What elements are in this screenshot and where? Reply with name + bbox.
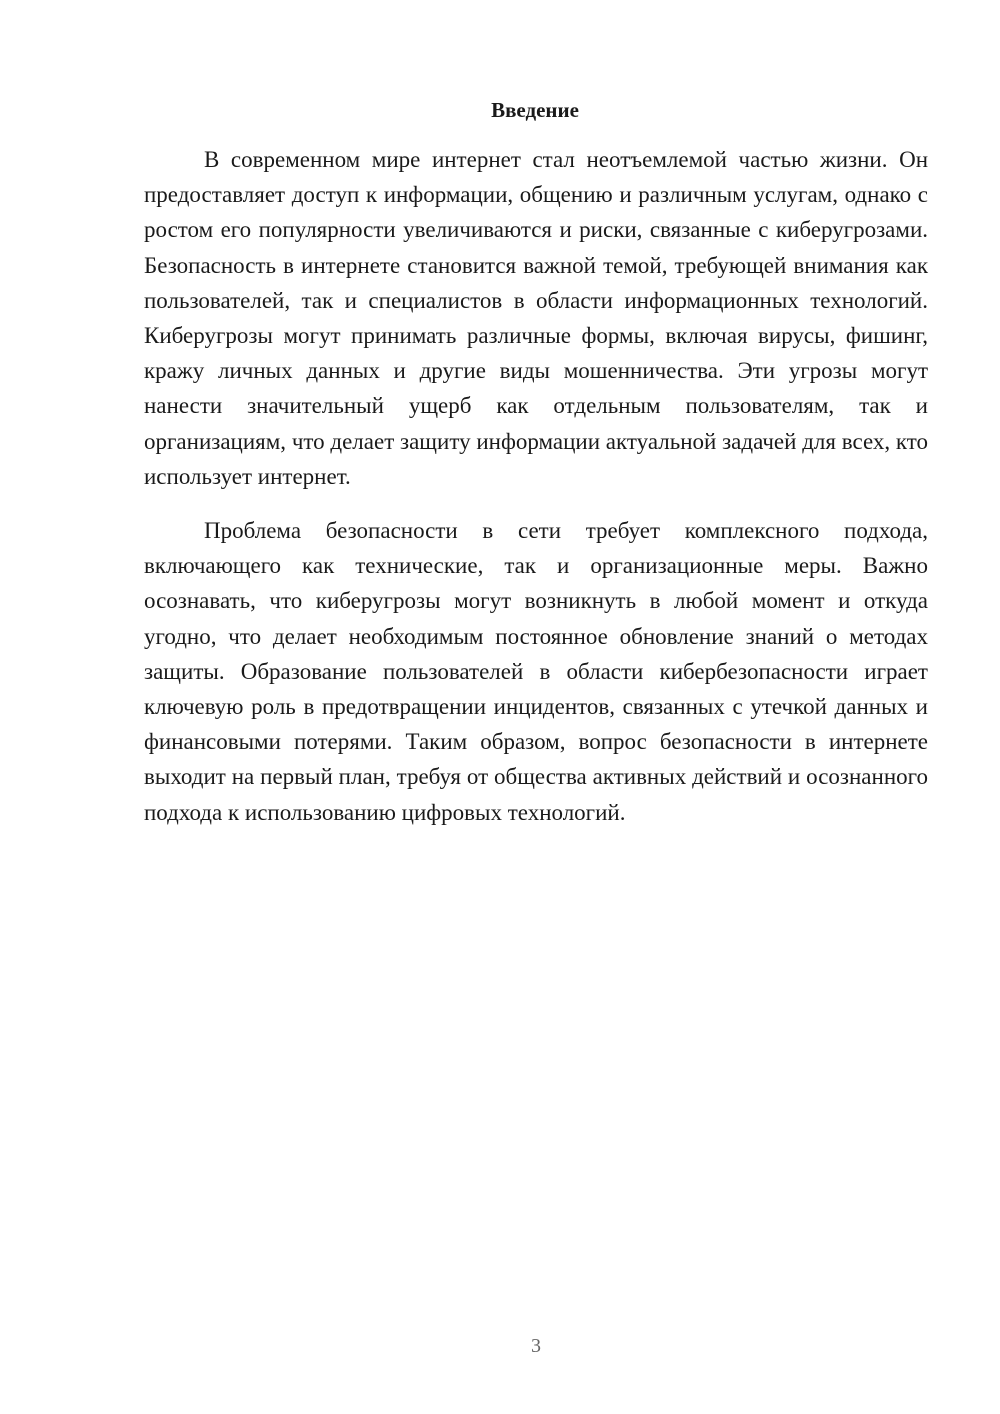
body-text [144, 142, 928, 830]
paragraph-1: В современном мире интернет стал неотъемлемой частью жизни. Он предоставляет доступ к информации, общению и различным услугам, однако с ростом его популярности увеличиваются и риски, связанные с киберугрозами. Безопасность в интернете становится важной темой, требующей внимания как пользователей, так и специалистов в области информационных технологий. Киберугрозы могут принимать различные формы, включая вирусы, фишинг, кражу личных данных и другие виды мошенничества. Эти угрозы могут нанести значительный ущерб как отдельным пользователям, так и организациям, что делает защиту информации актуальной задачей для всех, кто использует интернет. [144, 147, 928, 489]
paragraph-2: Проблема безопасности в сети требует комплексного подхода, включающего как технические, так и организационные меры. Важно осознавать, что киберугрозы могут возникнуть в любой момент и откуда угодно, что делает необходимым постоянное обновление знаний о методах защиты. Образование пользователей в области кибербезопасности играет ключевую роль в предотвращении инцидентов, связанных с утечкой данных и финансовыми потерями. Таким образом, вопрос безопасности в интернете выходит на первый план, требуя от общества активных действий и осознанного подхода к использованию цифровых технологий. [144, 518, 928, 825]
section-heading: Введение [491, 98, 579, 122]
page-number: 3 [531, 1335, 541, 1357]
